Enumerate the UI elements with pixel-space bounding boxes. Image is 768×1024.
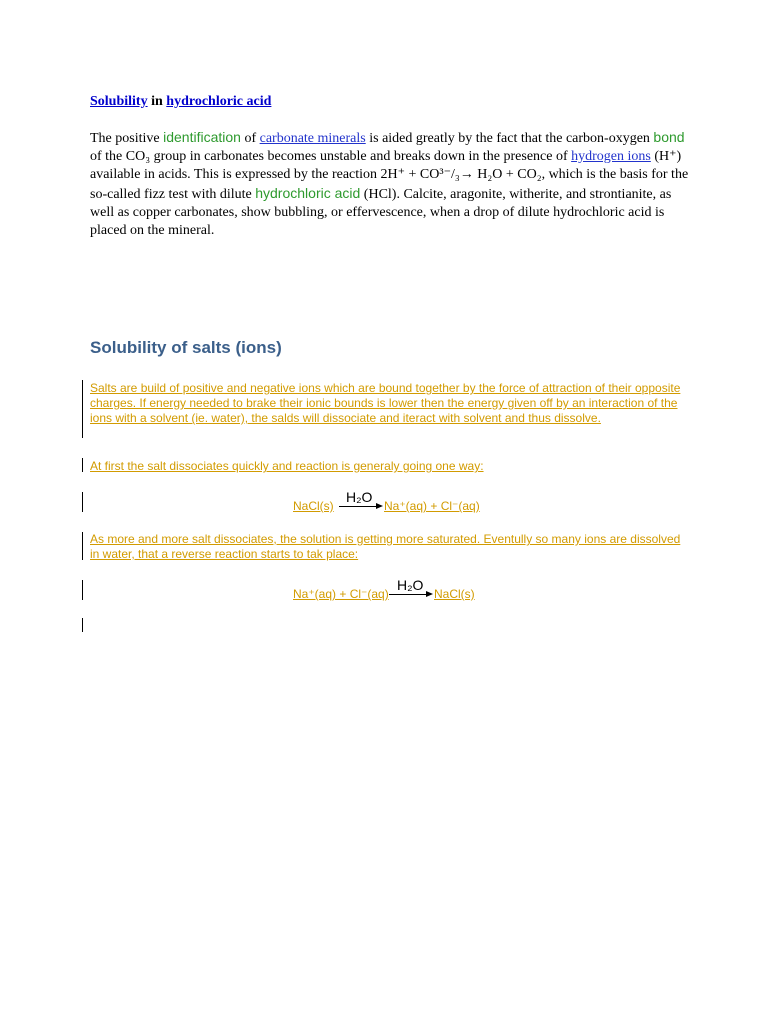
paragraph-reverse-reaction: As more and more salt dissociates, the solution is getting more saturated. Eventully so many ions are dissolved in water, that a reverse reaction starts to tak place: [90, 532, 681, 561]
equation-1-products: Na⁺(aq) + Cl⁻(aq) [384, 499, 480, 513]
section-title-solubility-of-salts: Solubility of salts (ions) [90, 338, 282, 357]
revision-bar [82, 580, 83, 600]
link-hydrogen-ions[interactable]: hydrogen ions [571, 149, 651, 164]
link-carbonate-minerals[interactable]: carbonate minerals [259, 131, 366, 146]
text-segment: is aided greatly by the fact that the carbon-oxygen [365, 131, 654, 146]
text-segment: of the CO₃ group in carbonates becomes unstable and breaks down in the presence of [90, 149, 572, 164]
link-identification[interactable]: identification [163, 129, 241, 145]
equation-2-reactants: Na⁺(aq) + Cl⁻(aq) [293, 587, 389, 601]
revision-bar [82, 380, 83, 438]
heading-connector: in [147, 94, 167, 109]
paragraph-carbonate-identification [90, 128, 690, 240]
equation-2-product: NaCl(s) [434, 587, 475, 601]
revision-bar [82, 458, 83, 472]
revision-bar [82, 492, 83, 512]
link-hydrochloric-acid-inline[interactable]: hydrochloric acid [255, 185, 361, 201]
revision-bar [82, 618, 83, 632]
arrow-icon [339, 506, 377, 507]
equation-2-solvent: H₂O [397, 577, 424, 593]
link-bond[interactable]: bond [653, 129, 685, 145]
arrowhead-icon [376, 503, 383, 509]
revision-bar [82, 532, 83, 560]
heading-solubility-hydrochloric [90, 94, 271, 110]
paragraph-first-dissociation: At first the salt dissociates quickly and reaction is generaly going one way: [90, 459, 484, 473]
text-segment: (H⁺) available in acids. This is expressed by the reaction 2H⁺ + CO³⁻/₃→ H₂O + CO₂, which is the basis for the so-called fizz test with dilute [90, 149, 689, 202]
equation-1-reactant: NaCl(s) [293, 499, 334, 513]
link-hydrochloric-acid[interactable]: hydrochloric acid [166, 94, 272, 109]
paragraph-salts-ions: Salts are build of positive and negative ions which are bound together by the force of attraction of their opposite charges. If energy needed to brake their ionic bounds is lower then the energy given off by an interaction of the ions with a solvent (ie. water), the salds will dissociate and iteract with solvent and thus dissolve. [90, 381, 681, 425]
equation-1-solvent: H₂O [346, 489, 373, 505]
link-solubility[interactable]: Solubility [90, 94, 148, 109]
text-segment: The positive [90, 131, 164, 146]
arrowhead-icon [426, 591, 433, 597]
arrow-icon [389, 594, 427, 595]
text-segment: (HCl). Calcite, aragonite, witherite, and strontianite, as well as copper carbonates, show bubbling, or effervescence, when a drop of dilute hydrochloric acid is placed on the mineral. [90, 187, 672, 238]
text-segment: of [240, 131, 260, 146]
